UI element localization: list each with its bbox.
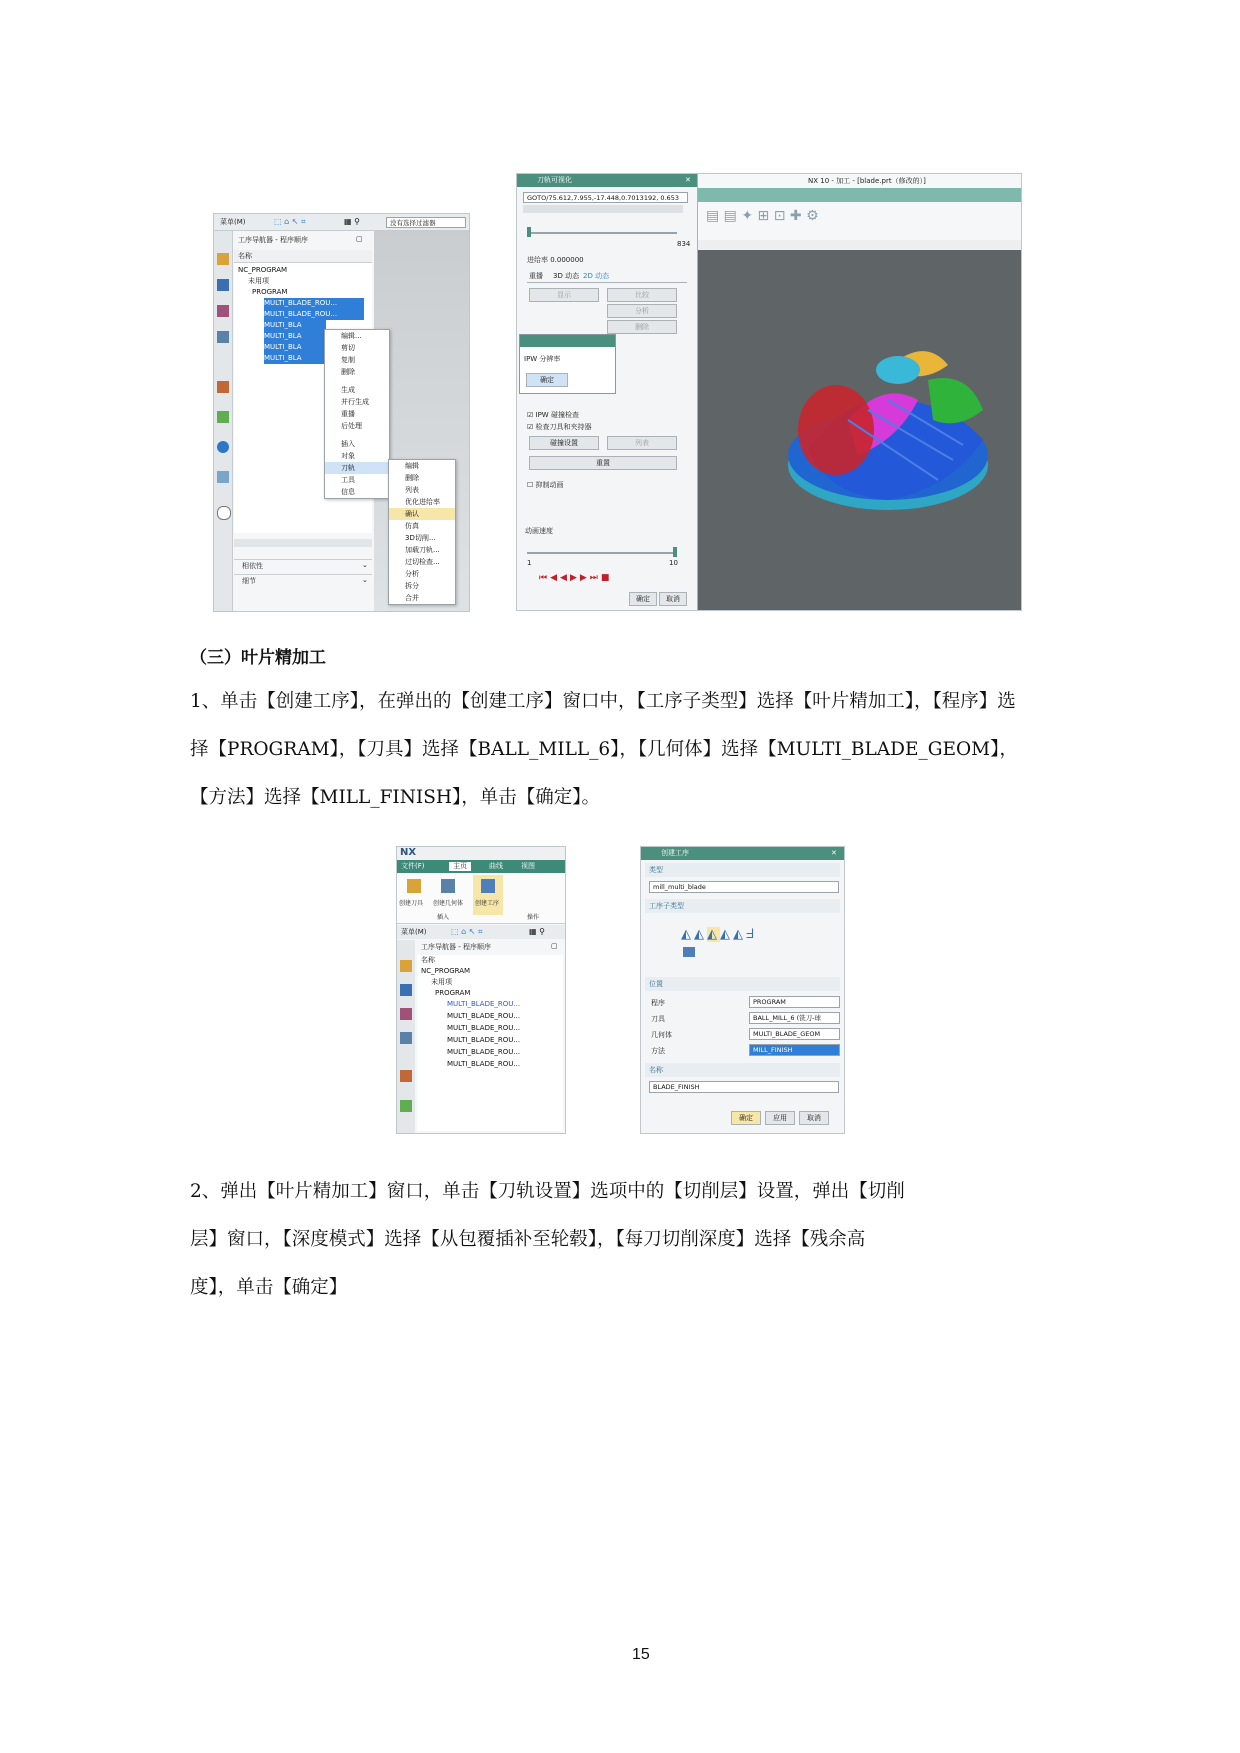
group-operation-label: 操作 — [527, 914, 540, 921]
geometry-label: 几何体 — [651, 1031, 672, 1039]
section-heading: （三）叶片精加工 — [190, 648, 326, 668]
history-icon[interactable] — [400, 1070, 412, 1082]
resource-bar — [214, 231, 233, 611]
goto-line-field[interactable]: GOTO/75.612,7.955,-17.448,0.7013192, 0.653 — [523, 192, 688, 203]
dialog-titlebar — [517, 174, 697, 187]
paragraph-line: 择【PROGRAM】，【刀具】选择【BALL_MILL_6】，【几何体】选择【MULTI_BLADE_GEOM】， — [190, 739, 1018, 760]
tree-node[interactable]: MULTI_BLADE_ROU... — [447, 1024, 521, 1032]
subtype-icons[interactable]: ◭◭◭◭◭ᖵ — [681, 927, 757, 942]
tab-3d-dynamic[interactable]: 3D 动态 — [553, 272, 580, 280]
create-tool-icon[interactable] — [407, 879, 421, 893]
animation-speed-label: 动画速度 — [525, 527, 553, 535]
close-icon[interactable]: ▢ — [551, 942, 558, 950]
speed-min: 1 — [527, 559, 532, 567]
submenu-item-gouge-check[interactable]: 过切检查... — [405, 558, 440, 566]
dialog-titlebar — [641, 847, 844, 860]
machine-tool-icon[interactable] — [217, 279, 229, 291]
dependency-label: 相依性 — [242, 562, 263, 570]
column-name: 名称 — [238, 252, 252, 260]
compare-button[interactable]: 比较 — [607, 288, 677, 302]
checkbox-label: 检查刀具和夹持器 — [535, 423, 592, 431]
navigator-header — [417, 940, 563, 954]
tab-view[interactable]: 视图 — [521, 862, 535, 870]
quick-toolbar — [698, 240, 1021, 249]
method-icon[interactable] — [217, 331, 229, 343]
navigator-title: 工序导航器 - 程序顺序 — [238, 236, 308, 244]
checkbox-check-tool[interactable]: ☑ 检查刀具和夹持器 — [527, 423, 592, 431]
ribbon-group — [397, 873, 565, 924]
tree-node[interactable]: MULTI_BLADE_ROU... — [447, 1060, 521, 1068]
resource-bar — [397, 940, 415, 1133]
view-tools-icon[interactable]: ▦ ⚲ — [344, 217, 360, 226]
paragraph-line: 2、弹出【叶片精加工】窗口，单击【刀轨设置】选项中的【切削层】设置，弹出【切削 — [190, 1181, 905, 1202]
submenu-item-merge[interactable]: 合并 — [405, 594, 419, 602]
navigator-header — [234, 231, 372, 249]
tab-curve[interactable]: 曲线 — [489, 862, 503, 870]
navigator-title: 工序导航器 - 程序顺序 — [421, 943, 491, 951]
menu-item-insert[interactable]: 插入 — [341, 440, 355, 448]
tree-node[interactable]: 未用项 — [431, 978, 452, 986]
cancel-button[interactable]: 取消 — [799, 1111, 829, 1125]
create-geometry-icon[interactable] — [441, 879, 455, 893]
library-icon[interactable] — [400, 1100, 412, 1112]
tree-node[interactable]: NC_PROGRAM — [238, 266, 288, 274]
folder-icon[interactable] — [217, 253, 229, 265]
create-geometry-label: 创建几何体 — [433, 900, 464, 907]
document-icon[interactable] — [217, 471, 229, 483]
speed-slider-handle[interactable] — [673, 547, 677, 557]
tab-replay[interactable]: 重播 — [529, 272, 543, 280]
checkbox-suppress-animation[interactable]: ☐ 抑制动画 — [527, 481, 564, 489]
popup-titlebar — [520, 335, 615, 347]
delete-button[interactable]: 删除 — [607, 320, 677, 334]
geometry-icon[interactable] — [400, 1008, 412, 1020]
chevron-down-icon[interactable]: ⌄ — [362, 561, 368, 569]
playback-controls[interactable]: ⏮◀◀▶▶⏭■ — [539, 573, 613, 583]
graphics-viewport[interactable] — [698, 250, 1021, 610]
menu-button[interactable]: 菜单(M) — [401, 928, 427, 936]
paragraph-line: 1、单击【创建工序】，在弹出的【创建工序】窗口中，【工序子类型】选择【叶片精加工】，【程序】选 — [190, 691, 1016, 712]
window-titlebar — [698, 174, 1021, 188]
subtype-icon[interactable] — [683, 947, 695, 957]
type-section[interactable] — [645, 863, 840, 877]
dialog-title: 刀轨可视化 — [537, 176, 572, 184]
tree-node[interactable]: MULTI_BLADE_ROU... — [264, 298, 364, 309]
program-label: 程序 — [651, 999, 665, 1007]
screenshot-create-operation-ribbon — [396, 846, 566, 1134]
ribbon-tabs — [698, 188, 1021, 202]
clock-icon[interactable] — [217, 506, 231, 520]
screenshot-operation-navigator — [213, 213, 470, 612]
submenu-item-3d-cut[interactable]: 3D切削... — [405, 534, 436, 542]
menu-item-copy[interactable]: 复制 — [341, 356, 355, 364]
checkbox-label: IPW 碰撞检查 — [535, 411, 579, 419]
method-icon[interactable] — [400, 1032, 412, 1044]
machine-tool-icon[interactable] — [400, 984, 412, 996]
page-number: 15 — [632, 1646, 650, 1663]
tree-node[interactable]: PROGRAM — [435, 989, 471, 997]
tree-node[interactable]: 未用项 — [248, 277, 269, 285]
position-slider[interactable] — [527, 232, 677, 234]
type-label: 类型 — [649, 866, 663, 874]
display-button[interactable]: 显示 — [529, 288, 599, 302]
geometry-dropdown[interactable]: MULTI_BLADE_GEOM — [749, 1028, 840, 1040]
tab-file[interactable]: 文件(F) — [401, 862, 425, 870]
submenu-item-delete[interactable]: 删除 — [405, 474, 419, 482]
name-section[interactable] — [645, 1063, 840, 1077]
menu-item-parallel-generate[interactable]: 并行生成 — [341, 398, 369, 406]
apply-button[interactable]: 应用 — [765, 1111, 795, 1125]
tree-node[interactable]: MULTI_BLADE_ROU... — [447, 1000, 521, 1008]
location-label: 位置 — [649, 980, 663, 988]
ok-button[interactable]: 确定 — [629, 592, 657, 606]
tree-node[interactable]: PROGRAM — [252, 288, 288, 296]
submenu-item-analyze[interactable]: 分析 — [405, 570, 419, 578]
name-field[interactable]: BLADE_FINISH — [649, 1081, 839, 1093]
details-label: 细节 — [242, 577, 256, 585]
blade-model-image — [698, 250, 1021, 610]
library-icon[interactable] — [217, 411, 229, 423]
ribbon-tools — [698, 202, 1021, 241]
group-insert-label: 插入 — [437, 914, 450, 921]
menu-item-cut[interactable]: 剪切 — [341, 344, 355, 352]
horizontal-scrollbar[interactable] — [234, 539, 372, 547]
tab-2d-dynamic[interactable]: 2D 动态 — [583, 272, 610, 280]
slider-handle[interactable] — [527, 227, 531, 237]
toolpath-submenu — [388, 459, 456, 605]
nx-logo: NX — [400, 847, 417, 858]
collision-settings-button[interactable]: 碰撞设置 — [529, 436, 599, 450]
tree-node[interactable]: MULTI_BLADE_ROU... — [264, 309, 364, 320]
tree-node[interactable]: MULTI_BLADE_ROU... — [447, 1036, 521, 1044]
resolution-popup — [519, 334, 616, 394]
analyze-button[interactable]: 分析 — [607, 304, 677, 318]
tool-label: 刀具 — [651, 1015, 665, 1023]
close-icon[interactable]: ▢ — [356, 235, 363, 243]
screenshot-toolpath-visualization — [516, 173, 1022, 611]
window-title: NX 10 - 加工 - [blade.prt（修改的）] — [808, 177, 926, 185]
submenu-item-edit[interactable]: 编辑 — [405, 462, 419, 470]
menu-item-info[interactable]: 信息 — [341, 488, 355, 496]
menu-item-tool[interactable]: 工具 — [341, 476, 355, 484]
popup-label: IPW 分辨率 — [524, 355, 561, 363]
tree-node[interactable]: MULTI_BLADE_ROU... — [447, 1048, 521, 1056]
context-menu — [324, 329, 390, 499]
close-icon[interactable]: ✕ — [685, 176, 691, 184]
history-icon[interactable] — [217, 381, 229, 393]
tree-node[interactable]: MULTI_BLA — [264, 320, 326, 331]
list-button[interactable]: 列表 — [607, 436, 677, 450]
ok-button[interactable]: 确定 — [731, 1111, 761, 1125]
menu-item-postprocess[interactable]: 后处理 — [341, 422, 362, 430]
top-toolbar — [214, 214, 469, 231]
view-tools-icon[interactable]: ▦ ⚲ — [529, 927, 545, 936]
column-name: 名称 — [421, 956, 435, 964]
location-section[interactable] — [645, 977, 840, 991]
dialog-title: 创建工序 — [661, 849, 689, 857]
speed-max: 10 — [669, 559, 678, 567]
navigator-tree — [417, 955, 563, 1131]
subtype-label: 工序子类型 — [649, 902, 684, 910]
type-dropdown[interactable]: mill_multi_blade — [649, 881, 839, 893]
geometry-icon[interactable] — [217, 305, 229, 317]
submenu-item-split[interactable]: 拆分 — [405, 582, 419, 590]
tree-node[interactable]: MULTI_BLA — [264, 353, 326, 364]
submenu-item-simulate[interactable]: 仿真 — [405, 522, 419, 530]
create-tool-label: 创建刀具 — [399, 900, 424, 907]
tree-node[interactable]: NC_PROGRAM — [421, 967, 471, 975]
details-panel[interactable] — [234, 574, 372, 587]
paragraph-line: 层】窗口，【深度模式】选择【从包覆插补至轮毂】，【每刀切削深度】选择【残余高 — [190, 1229, 866, 1250]
selection-tools-icon[interactable]: ⬚ ⌂ ↖ ⌗ — [451, 927, 483, 936]
tab-home[interactable]: 主页 — [449, 862, 471, 871]
selection-filter[interactable]: 没有选择过滤器 — [386, 217, 466, 228]
ribbon-tabs — [397, 860, 565, 873]
animation-speed-slider[interactable] — [527, 552, 677, 554]
submenu-item-optimize-feed[interactable]: 优化进给率 — [405, 498, 440, 506]
submenu-item-verify[interactable]: 确认 — [389, 508, 455, 520]
reset-button[interactable]: 重置 — [529, 456, 677, 470]
menu-button[interactable]: 菜单(M) — [220, 218, 246, 226]
name-label: 名称 — [649, 1066, 663, 1074]
menu-item-edit[interactable]: 编辑... — [341, 332, 362, 340]
visualization-dialog — [517, 174, 698, 610]
menu-item-replay[interactable]: 重播 — [341, 410, 355, 418]
checkbox-label: 抑制动画 — [535, 481, 564, 489]
tree-node[interactable]: MULTI_BLADE_ROU... — [447, 1012, 521, 1020]
paragraph-line: 【方法】选择【MILL_FINISH】，单击【确定】。 — [190, 787, 601, 808]
submenu-item-list[interactable]: 列表 — [405, 486, 419, 494]
create-operation-label: 创建工序 — [475, 900, 500, 907]
cancel-button[interactable]: 取消 — [659, 592, 687, 606]
paragraph-line: 度】，单击【确定】 — [190, 1277, 348, 1298]
menu-item-object[interactable]: 对象 — [341, 452, 355, 460]
web-icon[interactable] — [217, 441, 229, 453]
column-header — [234, 250, 372, 263]
create-operation-icon — [481, 879, 495, 893]
tabs — [527, 269, 687, 283]
close-icon[interactable]: ✕ — [831, 849, 837, 857]
feed-rate-label: 进给率 0.000000 — [527, 256, 584, 264]
popup-ok-button[interactable]: 确定 — [526, 373, 568, 387]
program-dropdown[interactable]: PROGRAM — [749, 996, 840, 1008]
slider-max: 834 — [677, 240, 691, 248]
subtype-section[interactable] — [645, 899, 840, 913]
list-scrollbar[interactable] — [523, 205, 683, 213]
submenu-item-load-toolpath[interactable]: 加载刀轨... — [405, 546, 440, 554]
tool-icons[interactable]: ▤ ▤ ✦ ⊞ ⊡ ✚ ⚙ — [706, 208, 819, 224]
quick-access-bar — [397, 847, 565, 860]
chevron-down-icon[interactable]: ⌄ — [362, 576, 368, 584]
menu-item-delete[interactable]: 删除 — [341, 368, 355, 376]
folder-icon[interactable] — [400, 960, 412, 972]
method-dropdown[interactable]: MILL_FINISH — [749, 1044, 840, 1056]
menu-item-generate[interactable]: 生成 — [341, 386, 355, 394]
dependency-panel[interactable] — [234, 559, 372, 572]
tool-dropdown[interactable]: BALL_MILL_6 (铣刀-球 — [749, 1012, 840, 1024]
screenshot-create-operation-dialog — [640, 846, 845, 1134]
checkbox-ipw-collision[interactable]: ☑ IPW 碰撞检查 — [527, 411, 579, 419]
menu-item-toolpath[interactable]: 刀轨 — [325, 462, 389, 474]
method-label: 方法 — [651, 1047, 665, 1055]
secondary-toolbar — [397, 925, 565, 939]
tree-node[interactable]: MULTI_BLA — [264, 331, 326, 342]
selection-tools-icon[interactable]: ⬚ ⌂ ↖ ⌗ — [274, 217, 306, 226]
tree-node[interactable]: MULTI_BLA — [264, 342, 326, 353]
